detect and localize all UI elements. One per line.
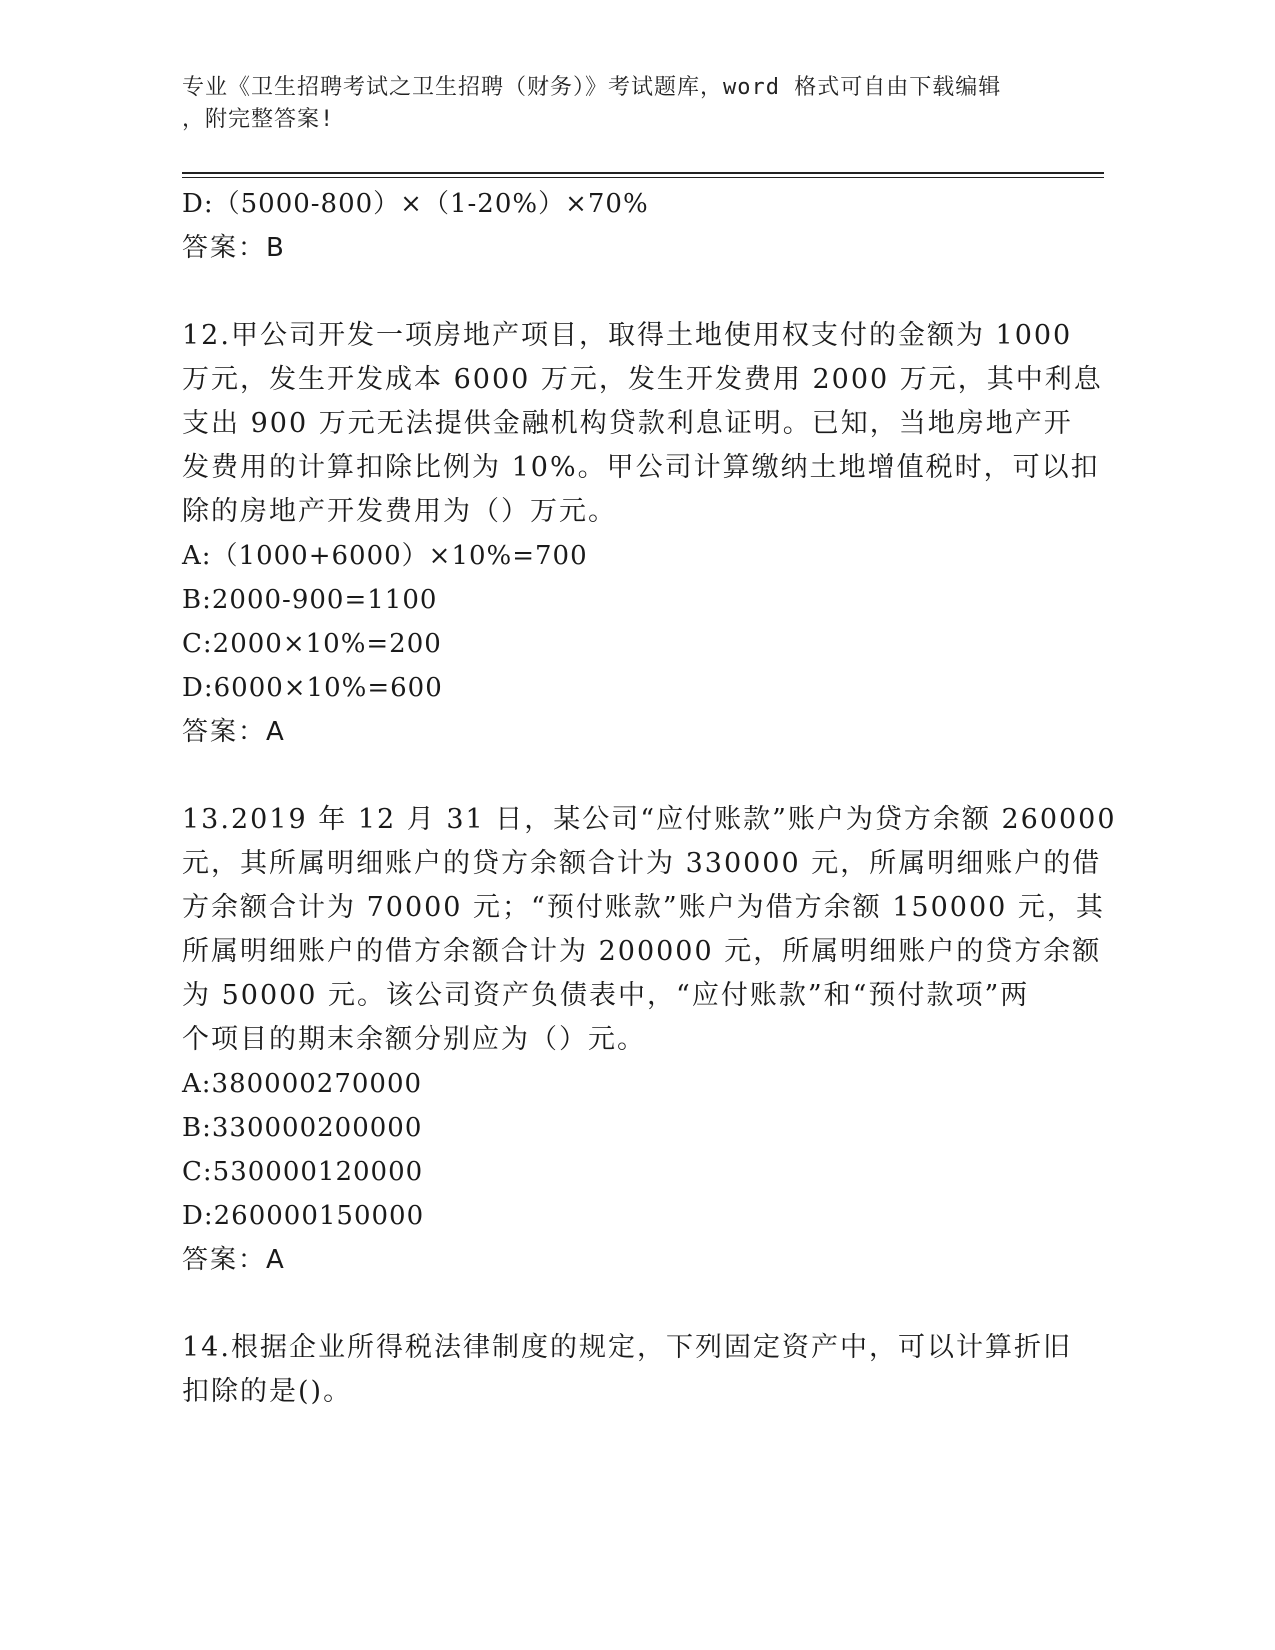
answer: 答案：A bbox=[182, 1245, 286, 1275]
question-stem-line: 发费用的计算扣除比例为 10%。甲公司计算缴纳土地增值税时，可以扣 bbox=[182, 452, 1100, 483]
question-11-tail bbox=[182, 182, 1062, 270]
question-stem-line: 所属明细账户的借方余额合计为 200000 元，所属明细账户的贷方余额 bbox=[182, 936, 1102, 967]
question-stem-line: 12.甲公司开发一项房地产项目，取得土地使用权支付的金额为 1000 bbox=[182, 320, 1073, 351]
header-line-1: 专业《卫生招聘考试之卫生招聘（财务）》考试题库，word 格式可自由下载编辑 bbox=[182, 75, 1002, 100]
question-12 bbox=[182, 314, 1103, 754]
option-c: C:2000×10%=200 bbox=[182, 629, 442, 659]
question-13 bbox=[182, 798, 1117, 1282]
question-stem-line: 14.根据企业所得税法律制度的规定，下列固定资产中，可以计算折旧 bbox=[182, 1332, 1072, 1363]
question-stem-line: 扣除的是()。 bbox=[182, 1376, 353, 1407]
document-body bbox=[182, 182, 1117, 1414]
option-b: B:330000200000 bbox=[182, 1113, 423, 1143]
option-a: A:380000270000 bbox=[182, 1069, 423, 1099]
question-stem-line: 元，其所属明细账户的贷方余额合计为 330000 元，所属明细账户的借 bbox=[182, 848, 1102, 879]
question-stem-line: 除的房地产开发费用为（）万元。 bbox=[182, 496, 617, 527]
option-a: A:（1000+6000）×10%=700 bbox=[182, 541, 588, 571]
document-header bbox=[182, 72, 1062, 136]
header-rule-thick bbox=[182, 172, 1104, 174]
header-rule-thin bbox=[182, 177, 1104, 178]
question-stem-line: 为 50000 元。该公司资产负债表中，“应付账款”和“预付款项”两 bbox=[182, 980, 1030, 1011]
question-stem-line: 13.2019 年 12 月 31 日，某公司“应付账款”账户为贷方余额 260000 bbox=[182, 804, 1117, 835]
option-d: D:6000×10%=600 bbox=[182, 673, 443, 703]
spacer bbox=[182, 1282, 1062, 1326]
answer: 答案：A bbox=[182, 717, 286, 747]
spacer bbox=[182, 754, 1062, 798]
option-c: C:530000120000 bbox=[182, 1157, 424, 1187]
option-d: D:260000150000 bbox=[182, 1201, 425, 1231]
spacer bbox=[182, 270, 1062, 314]
answer: 答案：B bbox=[182, 233, 286, 263]
question-14 bbox=[182, 1326, 1072, 1414]
question-stem-line: 个项目的期末余额分别应为（）元。 bbox=[182, 1024, 646, 1055]
question-stem-line: 支出 900 万元无法提供金融机构贷款利息证明。已知，当地房地产开 bbox=[182, 408, 1073, 439]
header-line-2: ，附完整答案! bbox=[182, 107, 335, 132]
option-d: D:（5000-800）×（1-20%）×70% bbox=[182, 189, 649, 219]
question-stem-line: 方余额合计为 70000 元；“预付账款”账户为借方余额 150000 元，其 bbox=[182, 892, 1105, 923]
question-stem-line: 万元，发生开发成本 6000 万元，发生开发费用 2000 万元，其中利息 bbox=[182, 364, 1103, 395]
option-b: B:2000-900=1100 bbox=[182, 585, 438, 615]
